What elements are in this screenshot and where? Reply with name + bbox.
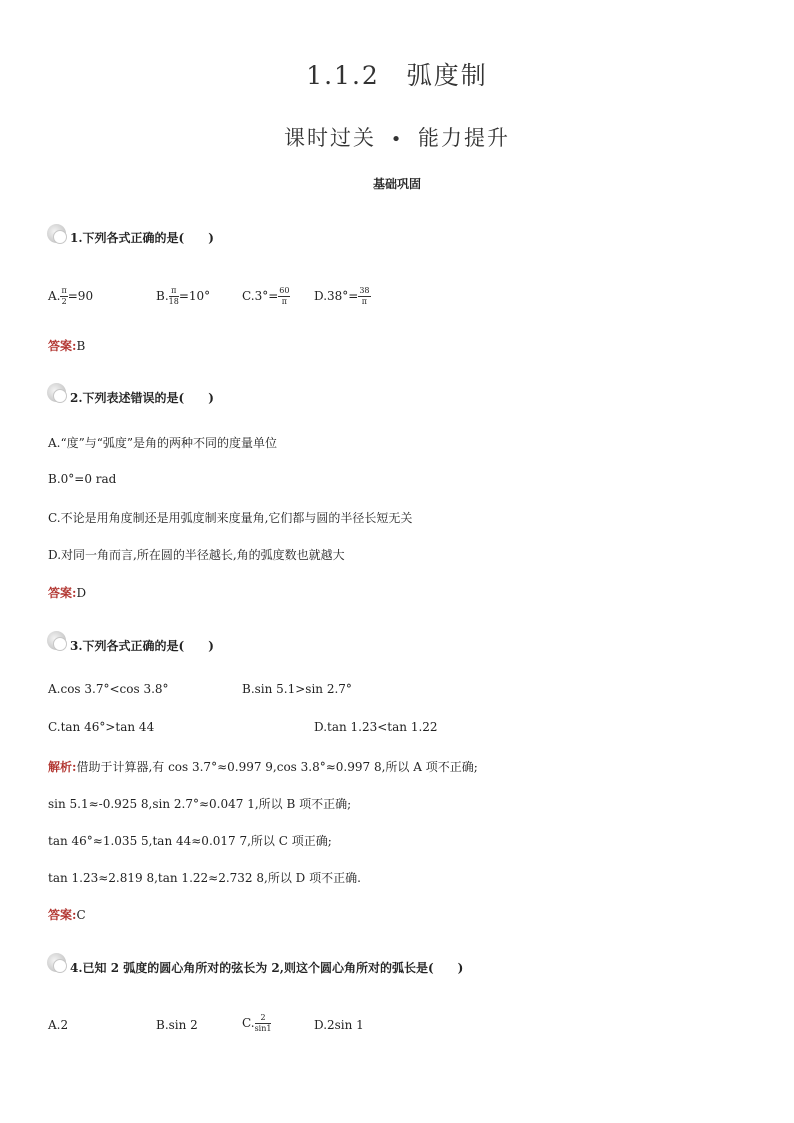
q1-option-a: A. $\frac{\pi}{2}$ =90: [48, 286, 94, 306]
subtitle-left: 课时过关: [284, 126, 376, 150]
page-title: 1.1.2 弧度制: [306, 61, 488, 90]
q4-option-a: A.2: [48, 1018, 69, 1032]
q4-option-b: B.sin 2: [156, 1018, 198, 1032]
q3-analysis-line-3: tan 46°≈1.035 5,tan 44≈0.017 7,所以 C 项正确;: [48, 834, 332, 848]
q2-answer: 答案:D: [48, 586, 87, 600]
q3-answer: 答案:C: [48, 908, 86, 922]
q4-option-d: D.2sin 1: [314, 1018, 364, 1032]
q1-option-d: D.38°= $\frac{38}{\pi}$: [314, 286, 370, 306]
q3-option-a: A.cos 3.7°<cos 3.8°: [48, 682, 169, 696]
question-4-stem: 4.已知 2 弧度的圆心角所对的弦长为 2,则这个圆心角所对的弧长是( ): [70, 961, 464, 975]
q2-option-d: D.对同一角而言,所在圆的半径越长,角的弧度数也就越大: [48, 548, 345, 562]
q3-option-b: B.sin 5.1>sin 2.7°: [242, 682, 352, 696]
q3-option-d: D.tan 1.23<tan 1.22: [314, 720, 438, 734]
q3-option-c: C.tan 46°>tan 44: [48, 720, 155, 734]
question-marker-icon: [47, 383, 67, 403]
question-marker-icon: [47, 953, 67, 973]
q3-analysis-line-1: 解析:借助于计算器,有 cos 3.7°≈0.997 9,cos 3.8°≈0.997 8,所以 A 项不正确;: [48, 760, 478, 774]
question-2-stem: 2.下列表述错误的是( ): [70, 391, 214, 405]
q1-answer: 答案:B: [48, 339, 86, 353]
question-marker-icon: [47, 631, 67, 651]
q2-option-b: B.0°=0 rad: [48, 472, 117, 486]
subtitle-right: 能力提升: [418, 126, 510, 150]
q4-option-c: C. $\frac{2}{\sin 1}$: [242, 1013, 272, 1033]
question-3-stem: 3.下列各式正确的是( ): [70, 639, 214, 653]
q3-analysis-line-2: sin 5.1≈-0.925 8,sin 2.7°≈0.047 1,所以 B 项不正确;: [48, 797, 352, 811]
page-subtitle: [0, 122, 794, 152]
question-1-stem: 1.下列各式正确的是( ): [70, 231, 214, 245]
subtitle-dot: •: [390, 129, 404, 150]
section-heading: 基础巩固: [372, 177, 421, 191]
question-marker-icon: [47, 224, 67, 244]
q3-analysis-line-4: tan 1.23≈2.819 8,tan 1.22≈2.732 8,所以 D 项不正确.: [48, 871, 361, 885]
q2-option-c: C.不论是用角度制还是用弧度制来度量角,它们都与圆的半径长短无关: [48, 511, 413, 525]
q2-option-a: A.“度”与“弧度”是角的两种不同的度量单位: [48, 436, 278, 450]
q1-option-c: C.3°= $\frac{60}{\pi}$: [242, 286, 290, 306]
q1-option-b: B. $\frac{\pi}{18}$ =10°: [156, 286, 211, 306]
